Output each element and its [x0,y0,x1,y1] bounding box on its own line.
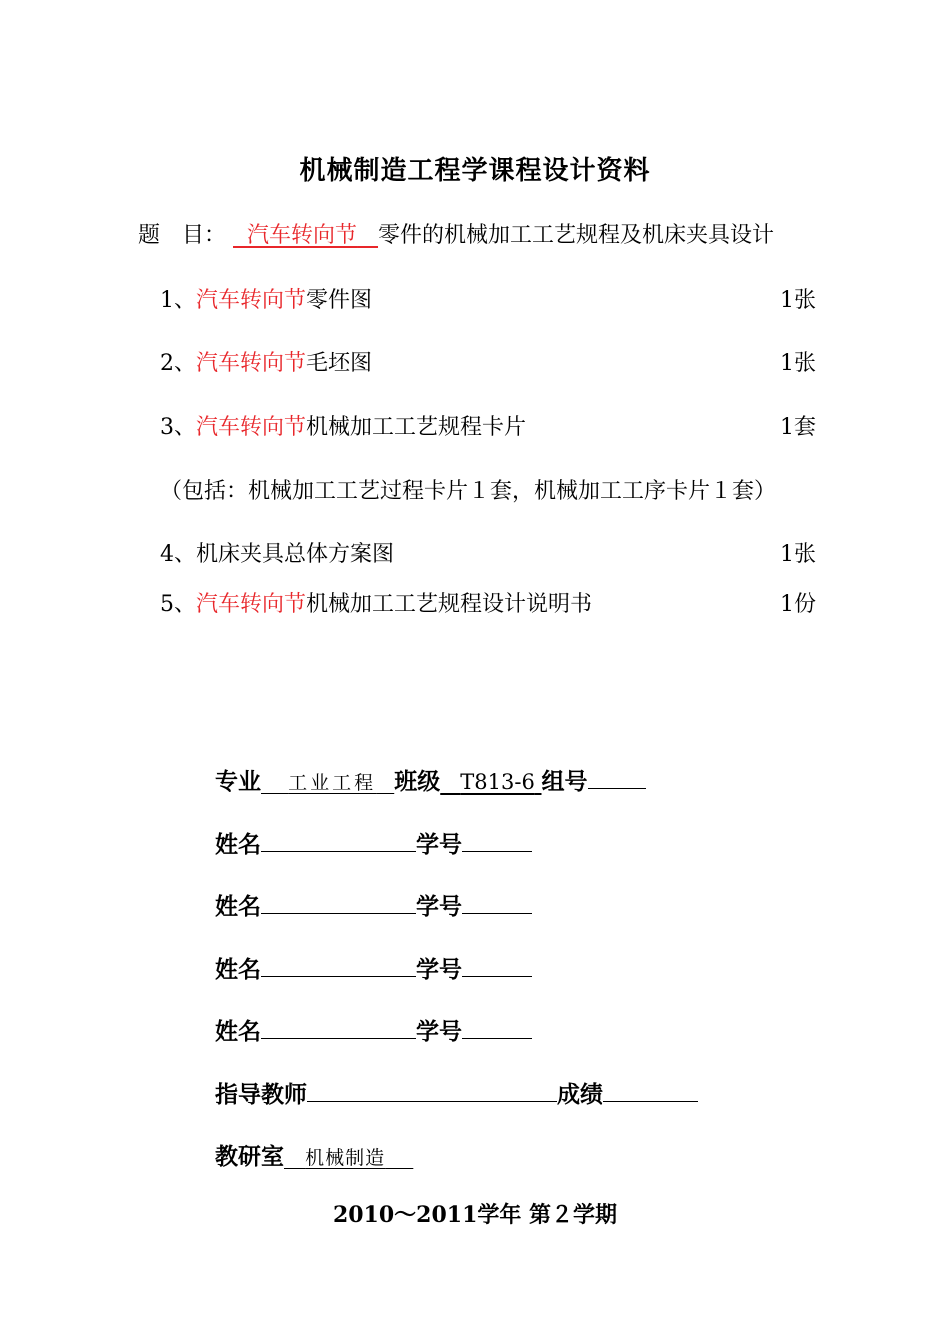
id-field[interactable] [462,850,532,852]
item-quantity: 1张 [780,351,816,376]
id-field[interactable] [462,1037,532,1039]
dept-value: 机械制造 [305,1147,386,1169]
name-field[interactable] [261,912,416,914]
item-quantity: 1张 [780,542,816,567]
subject-suffix: 零件的机械加工工艺规程及机床夹具设计 [378,223,775,248]
id-field[interactable] [462,912,532,914]
dept-line: 教研室 机械制造 [215,1138,413,1171]
name-field[interactable] [261,850,416,852]
item-note: （包括：机械加工工艺过程卡片１套，机械加工工序卡片１套） [160,479,777,504]
item-quantity: 1套 [780,415,816,440]
major-class-line [215,763,646,796]
major-label: 专业 [215,769,261,795]
item-quantity: 1张 [780,288,816,313]
subject-part-name: 汽车转向节 [247,223,358,248]
list-item: 4、机床夹具总体方案图 [160,542,395,567]
list-item: 1、汽车转向节零件图 [160,288,373,313]
document-title: 机械制造工程学课程设计资料 [299,156,651,186]
id-field[interactable] [462,975,532,977]
member-line: 姓名 学号 [215,951,532,984]
class-label: 班级 [394,769,441,795]
score-field[interactable] [603,1100,698,1102]
member-line: 姓名 学号 [215,826,532,859]
list-item: 2、汽车转向节毛坯图 [160,351,373,376]
list-item: 5、汽车转向节机械加工工艺规程设计说明书 [160,592,593,617]
group-label: 组号 [541,769,588,795]
teacher-field[interactable] [307,1100,557,1102]
name-field[interactable] [261,975,416,977]
teacher-line: 指导教师 成绩 [215,1076,698,1109]
subject-line [138,218,774,249]
name-field[interactable] [261,1037,416,1039]
subject-label: 题 目： [138,223,227,248]
major-value: 工业工程 [288,772,377,794]
list-item: 3、汽车转向节机械加工工艺规程卡片 [160,415,527,440]
group-field[interactable] [588,787,646,789]
member-line: 姓名 学号 [215,888,532,921]
member-line: 姓名 学号 [215,1013,532,1046]
item-quantity: 1份 [780,592,816,617]
term-line: 2010～2011学年 第２学期 [332,1202,618,1228]
class-value: T813-6 [460,770,535,794]
